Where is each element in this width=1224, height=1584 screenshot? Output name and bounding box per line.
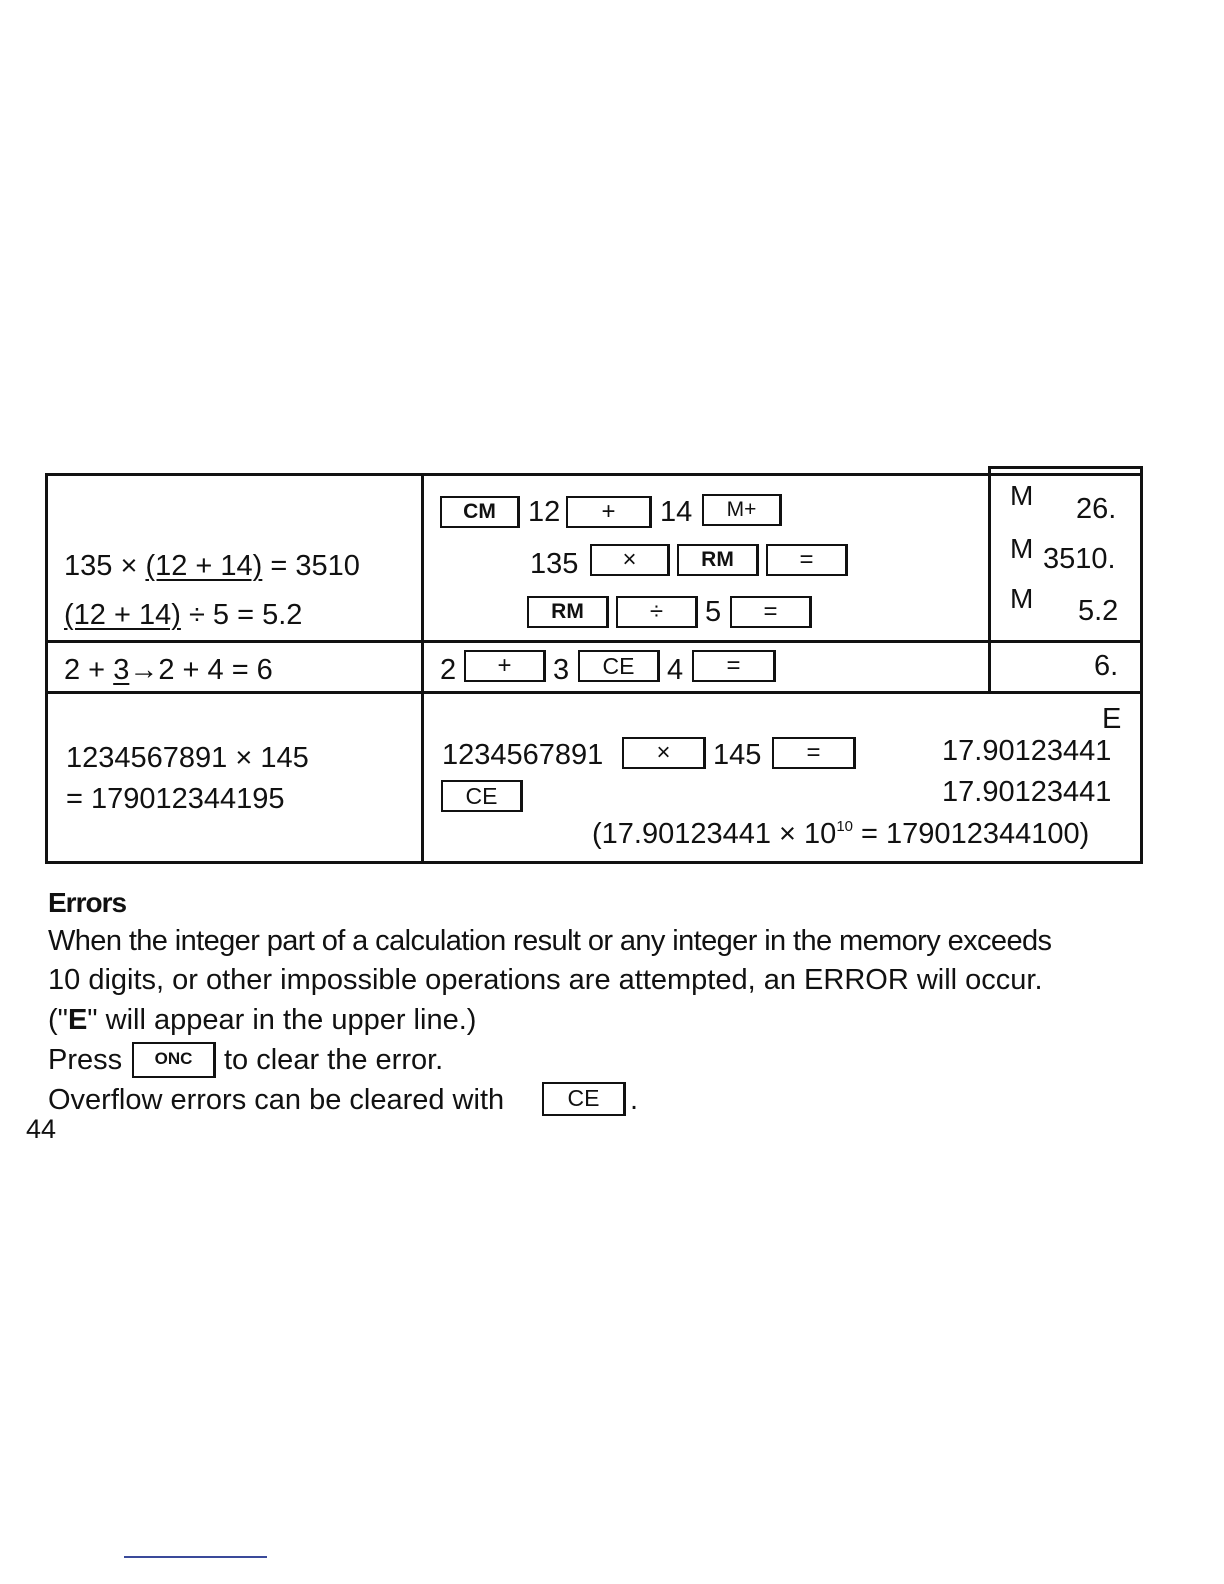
number-14: 14 <box>660 496 693 528</box>
number-4: 4 <box>667 654 684 686</box>
row1-example-line1-prefix: 135 × <box>64 550 146 582</box>
row3-example-line2: = 179012344195 <box>66 783 285 815</box>
number-2: 2 <box>440 654 457 686</box>
key-cm[interactable]: CM <box>440 496 520 528</box>
display-value-5-2: 5.2 <box>1078 595 1119 627</box>
display-overflow-value-1: 17.90123441 <box>942 735 1112 767</box>
row1-example-line1-suffix: = 3510 <box>262 550 360 582</box>
table-row-divider-2 <box>45 691 1143 694</box>
table-border-bottom <box>45 861 1143 864</box>
key-rm-2[interactable]: RM <box>527 596 609 628</box>
bottom-rule <box>124 1556 267 1558</box>
row1-example-line2-underlined: (12 + 14) <box>64 599 181 631</box>
table-col-divider-2 <box>988 466 991 691</box>
key-divide[interactable]: ÷ <box>616 596 698 628</box>
errors-line-1: When the integer part of a calculation result or any integer in the memory exceeds <box>48 925 1052 957</box>
key-m-plus[interactable]: M+ <box>702 494 782 526</box>
key-rm[interactable]: RM <box>677 544 759 576</box>
number-135: 135 <box>530 548 579 580</box>
key-plus[interactable]: + <box>566 496 652 528</box>
key-ce-row2[interactable]: CE <box>578 650 660 682</box>
row2-example-c: →2 + 4 = 6 <box>129 654 273 686</box>
row1-example-line1-underlined: (12 + 14) <box>145 550 263 582</box>
row1-example-line2-suffix: ÷ 5 = 5.2 <box>180 599 303 631</box>
errors-line-3-b: " will appear in the upper line.) <box>87 1004 477 1036</box>
table-border-right <box>1140 466 1143 864</box>
overflow-explanation-a: (17.90123441 × 10 <box>592 818 837 850</box>
overflow-explanation <box>592 820 1089 849</box>
page-number: 44 <box>26 1114 57 1144</box>
key-times-row3[interactable]: × <box>622 737 706 769</box>
display-value-26: 26. <box>1076 493 1117 525</box>
errors-line-5: Overflow errors can be cleared with <box>48 1084 505 1116</box>
row1-example-line1 <box>64 552 360 581</box>
errors-heading: Errors <box>48 887 127 918</box>
number-1234567891: 1234567891 <box>442 739 604 771</box>
row2-example-a: 2 + <box>64 654 114 686</box>
table-top-right-segment <box>988 466 1143 469</box>
errors-line-3 <box>48 1006 476 1035</box>
overflow-explanation-b: = 179012344100) <box>853 818 1090 850</box>
key-times[interactable]: × <box>590 544 670 576</box>
errors-line-2: 10 digits, or other impossible operations are attempted, an ERROR will occur. <box>48 964 1043 996</box>
display-value-3510: 3510. <box>1043 543 1116 575</box>
number-145: 145 <box>713 739 762 771</box>
row2-example-mistake: 3 <box>113 654 130 686</box>
display-memory-indicator-2: M <box>1010 533 1034 564</box>
key-equals-row2[interactable]: = <box>692 650 776 682</box>
display-value-6: 6. <box>1094 650 1119 682</box>
row3-example-line1: 1234567891 × 145 <box>66 742 309 774</box>
key-onc[interactable]: ONC <box>132 1042 216 1078</box>
display-memory-indicator-1: M <box>1010 480 1034 511</box>
errors-line-5-period: . <box>630 1084 639 1116</box>
errors-line-3-a: (" <box>48 1004 68 1036</box>
display-error-indicator: E <box>1102 703 1122 735</box>
key-equals[interactable]: = <box>766 544 848 576</box>
number-5: 5 <box>705 596 722 628</box>
key-equals-2[interactable]: = <box>730 596 812 628</box>
table-border-left <box>45 473 48 864</box>
errors-line-4-rest: to clear the error. <box>224 1044 444 1076</box>
key-ce-inline[interactable]: CE <box>542 1082 626 1116</box>
table-border-top <box>45 473 1143 476</box>
key-equals-row3[interactable]: = <box>772 737 856 769</box>
number-12: 12 <box>528 496 561 528</box>
display-overflow-value-2: 17.90123441 <box>942 776 1112 808</box>
overflow-explanation-exponent: 10 <box>836 818 853 835</box>
row1-example-line2 <box>64 601 302 630</box>
errors-line-3-e: E <box>67 1004 88 1036</box>
display-memory-indicator-3: M <box>1010 583 1034 614</box>
errors-line-4-press: Press <box>48 1044 123 1076</box>
key-ce-row3[interactable]: CE <box>441 780 523 812</box>
key-plus-row2[interactable]: + <box>464 650 546 682</box>
table-col-divider-1 <box>421 473 424 864</box>
table-row-divider-1 <box>45 640 1143 643</box>
row2-example <box>64 656 273 685</box>
number-3: 3 <box>553 654 570 686</box>
